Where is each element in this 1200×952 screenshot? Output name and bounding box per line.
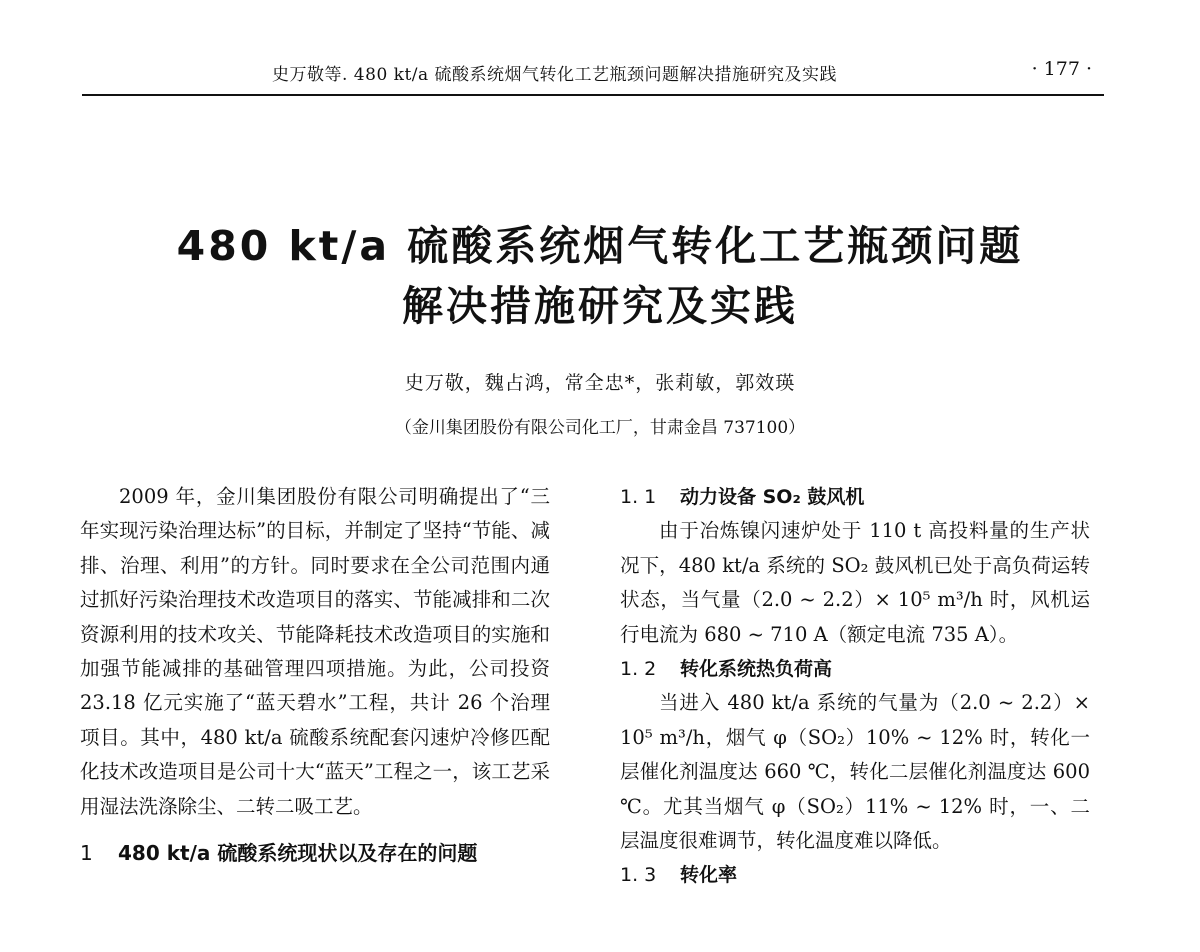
section-1-3-heading — [620, 858, 1090, 892]
section-1-3-title: 转化率 — [680, 864, 738, 887]
page-number: · 177 · — [1031, 58, 1092, 80]
section-1-title: 480 kt/a 硫酸系统现状以及存在的问题 — [118, 841, 478, 866]
intro-paragraph: 2009 年，金川集团股份有限公司明确提出了“三年实现污染治理达标”的目标，并制定了坚持“节能、减排、治理、利用”的方针。同时要求在全公司范围内通过抓好污染治理技术改造项目的落实、节能减排和二次资源利用的技术攻关、节能降耗技术改造项目的实施和加强节能减排的基础管理四项措施。为此，公司投资 23.18 亿元实施了“蓝天碧水”工程，共计 26 个治理项目。其中，480 kt/a 硫酸系统配套闪速炉冷修匹配化技术改造项目是公司十大“蓝天”工程之一，该工艺采用湿法洗涤除尘、二转二吸工艺。 — [80, 485, 550, 818]
running-header — [82, 56, 1104, 96]
article-title-line-1: 480 kt/a 硫酸系统烟气转化工艺瓶颈问题 — [176, 222, 1024, 270]
affiliation: （金川集团股份有限公司化工厂，甘肃金昌 737100） — [394, 418, 806, 438]
section-1-2-number: 1. 2 — [620, 658, 657, 681]
section-1-1-text: 由于冶炼镍闪速炉处于 110 t 高投料量的生产状况下，480 kt/a 系统的 SO₂ 鼓风机已处于高负荷运转状态，当气量（2.0 ~ 2.2）× 10⁵ m³/h 时，风机运行电流为 680 ~ 710 A（额定电流 735 A）。 — [620, 519, 1090, 646]
section-1-3-number: 1. 3 — [620, 864, 657, 887]
section-1-1-heading — [620, 480, 1090, 514]
section-1-2-title: 转化系统热负荷高 — [680, 658, 833, 681]
section-1-number: 1 — [80, 841, 93, 866]
section-1-1-number: 1. 1 — [620, 486, 657, 508]
left-column — [80, 480, 550, 870]
section-1-1-title: 动力设备 SO₂ 鼓风机 — [680, 486, 865, 508]
right-column — [620, 480, 1090, 893]
section-1-2-text: 当进入 480 kt/a 系统的气量为（2.0 ~ 2.2）× 10⁵ m³/h，烟气 φ（SO₂）10% ~ 12% 时，转化一层催化剂温度达 660 ℃，转化二层催化剂温度达 600 ℃。尤其当烟气 φ（SO₂）11% ~ 12% 时，一、二层温度很难调节，转化温度难以降低。 — [620, 691, 1090, 853]
section-1-heading — [80, 836, 550, 870]
running-head-text: 史万敬等. 480 kt/a 硫酸系统烟气转化工艺瓶颈问题解决措施研究及实践 — [272, 65, 838, 85]
authors: 史万敬，魏占鸿，常全忠*，张莉敏，郭效瑛 — [404, 372, 796, 394]
section-1-2-heading — [620, 652, 1090, 686]
article-title-line-2: 解决措施研究及实践 — [402, 282, 798, 330]
